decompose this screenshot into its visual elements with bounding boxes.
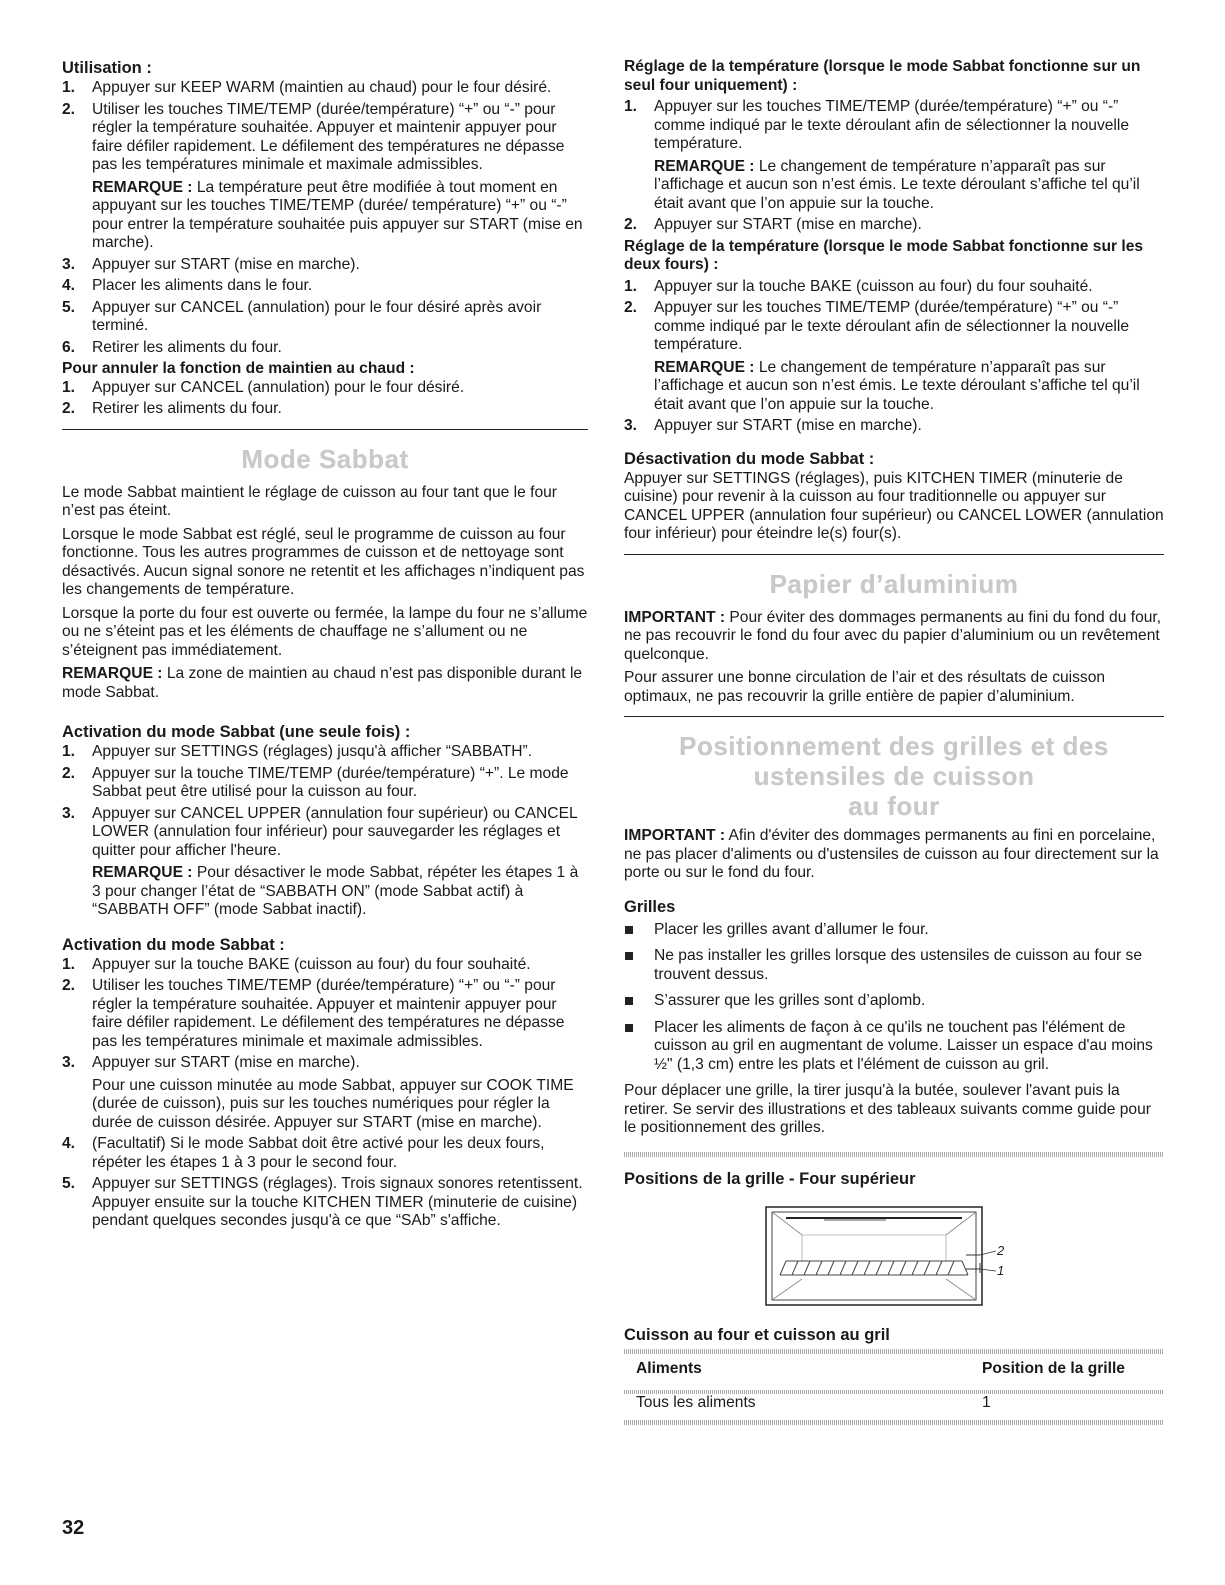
table-cell: 1 <box>982 1393 991 1411</box>
step-text: Retirer les aliments du four. <box>92 400 282 417</box>
reglage-one-steps <box>624 98 1164 235</box>
position-title-line-2: au four <box>848 791 940 821</box>
rack-position-table <box>624 1356 1164 1418</box>
sabbat-paragraph: Le mode Sabbat maintient le réglage de cuisson au four tant que le four n’est pas éteint. <box>62 483 557 519</box>
step-extra: Pour une cuisson minutée au mode Sabbat, appuyer sur COOK TIME (durée de cuisson), puis sur les touches numériques pour régler la durée de cuisson désirée. Appuyer sur START (mise en marche). <box>92 1076 574 1131</box>
important-label: IMPORTANT : <box>624 827 726 844</box>
dotted-divider <box>624 1152 1164 1157</box>
list-item <box>62 1175 588 1231</box>
square-bullet-icon <box>625 926 633 934</box>
activation-steps <box>62 956 588 1231</box>
step-number: 1. <box>624 98 638 115</box>
list-item-text: S’assurer que les grilles sont d’aplomb. <box>654 992 926 1009</box>
note <box>92 179 588 253</box>
list-item <box>62 299 588 336</box>
annuler-heading: Pour annuler la fonction de maintien au chaud : <box>62 360 415 377</box>
grilles-paragraph: Pour déplacer une grille, la tirer jusqu'à la butée, soulever l'avant puis la retirer. Se servir des illustrations et des tableaux suivants comme guide pour le positionnement des grilles. <box>624 1082 1151 1136</box>
annuler-steps <box>62 379 588 419</box>
list-item <box>62 400 588 419</box>
list-item <box>62 277 588 296</box>
note-label: REMARQUE : <box>62 665 163 682</box>
rack-position-label-2: 2 <box>997 1242 1005 1258</box>
sabbat-section-title: Mode Sabbat <box>241 443 409 474</box>
note-text: Le changement de température n’apparaît pas sur l’affichage et aucun son n’est émis. Le texte déroulant s’affiche tel qu’il était avant que l’on appuie sur la touche. <box>654 358 1140 413</box>
list-item <box>624 1019 1164 1075</box>
position-section-title <box>624 731 1164 821</box>
step-text: Appuyer sur START (mise en marche). <box>654 216 922 233</box>
step-text: Appuyer sur les touches TIME/TEMP (durée/température) “+” ou “-” comme indiqué par le texte déroulant afin de sélectionner la nouvelle température. <box>654 299 1130 353</box>
list-item <box>62 379 588 398</box>
step-number: 5. <box>62 298 76 316</box>
reglage-two-steps <box>624 278 1164 436</box>
note-text: Pour désactiver le mode Sabbat, répéter les étapes 1 à 3 pour changer l’état de “SABBATH ON” (mode Sabbat actif) à “SABBATH OFF” (mode Sabbat inactif). <box>92 864 579 918</box>
list-item <box>62 1135 588 1172</box>
utilisation-steps <box>62 79 588 357</box>
list-item-text: Placer les grilles avant d’allumer le four. <box>654 920 929 938</box>
step-text: Appuyer sur START (mise en marche). <box>92 1054 360 1071</box>
important-text: Afin d'éviter des dommages permanents au fini en porcelaine, ne pas placer d'aliments ou d'ustensiles de cuisson au four directement sur la porte ou sur le fond du four. <box>624 827 1159 881</box>
list-item <box>62 256 588 275</box>
step-number: 6. <box>62 338 76 356</box>
important-label: IMPORTANT : <box>624 608 726 626</box>
square-bullet-icon <box>625 1024 633 1032</box>
step-text: (Facultatif) Si le mode Sabbat doit être activé pour les deux fours, répéter les étapes 1 à 3 pour le second four. <box>92 1135 545 1171</box>
left-column <box>62 58 588 1234</box>
dotted-divider <box>624 1420 1164 1425</box>
note-text: La zone de maintien au chaud n’est pas disponible durant le mode Sabbat. <box>62 665 583 701</box>
step-number: 2. <box>624 216 638 233</box>
dotted-divider <box>624 1349 1164 1354</box>
cuisson-heading: Cuisson au four et cuisson au gril <box>624 1325 890 1344</box>
position-title-line-1: Positionnement des grilles et des ustensiles de cuisson <box>679 731 1109 791</box>
position-important <box>624 827 1164 883</box>
step-text: Placer les aliments dans le four. <box>92 277 313 294</box>
divider <box>624 716 1164 717</box>
table-header-aliments: Aliments <box>636 1359 702 1377</box>
list-item <box>62 743 588 762</box>
step-number: 3. <box>62 804 76 822</box>
activation-once-heading: Activation du mode Sabbat (une seule fois) : <box>62 723 411 741</box>
note-text: Le changement de température n’apparaît pas sur l’affichage et aucun son n’est émis. Le texte déroulant s’affiche tel qu’il était avant que l’on appuie sur la touche. <box>654 157 1140 212</box>
table-cell: Tous les aliments <box>636 1393 756 1411</box>
step-text: Appuyer sur la touche BAKE (cuisson au four) du four souhaité. <box>92 955 531 973</box>
rack-position-label-1: 1 <box>997 1262 1005 1278</box>
step-text: Retirer les aliments du four. <box>92 338 282 356</box>
list-item-text: Placer les aliments de façon à ce qu'ils ne touchent pas l'élément de cuisson au gril en augmentant de volume. Laisser un espace d'au moins ½" (1,3 cm) entre les plats et l'élément de cuisson au gril. <box>654 1018 1153 1073</box>
list-item <box>62 339 588 358</box>
step-number: 1. <box>62 955 76 973</box>
papier-section-title: Papier d’aluminium <box>769 568 1019 599</box>
note <box>654 158 1164 214</box>
table-row <box>624 1386 1164 1418</box>
step-number: 2. <box>62 977 76 994</box>
list-item <box>624 299 1164 414</box>
note-text: La température peut être modifiée à tout moment en appuyant sur les touches TIME/TEMP (durée/ température) “+” ou “-” pour entrer la température souhaitée puis appuyer sur START (mise en marche). <box>92 178 583 251</box>
step-number: 2. <box>62 400 76 417</box>
oven-rack <box>780 1261 968 1275</box>
step-number: 1. <box>62 79 76 96</box>
note <box>654 359 1164 415</box>
activation-heading: Activation du mode Sabbat : <box>62 935 285 954</box>
grilles-list <box>624 921 1164 1075</box>
desactivation-text: Appuyer sur SETTINGS (réglages), puis KITCHEN TIMER (minuterie de cuisine) pour revenir à la cuisson au four traditionnelle ou appuyer sur CANCEL UPPER (annulation four supérieur) ou CANCEL LOWER (annulation four inférieur) pour éteindre le(s) four(s). <box>624 469 1164 542</box>
step-text: Appuyer sur SETTINGS (réglages). Trois signaux sonores retentissent. Appuyer ensuite sur la touche KITCHEN TIMER (minuterie de cuisine) pendant quelques secondes jusqu'à ce que “SAb” s'affiche. <box>92 1175 583 1229</box>
utilisation-heading: Utilisation : <box>62 59 152 77</box>
sabbat-paragraph: Lorsque le mode Sabbat est réglé, seul le programme de cuisson au four fonctionne. Tous les autres programmes de cuisson et de nettoyage sont désactivés. Aucun signal sonore ne retentit et les affichages n’indiquent pas les changements de température. <box>62 525 585 598</box>
step-text: Appuyer sur la touche BAKE (cuisson au four) du four souhaité. <box>654 277 1093 295</box>
step-number: 1. <box>624 277 638 295</box>
list-item <box>62 1054 588 1132</box>
reglage-one-heading: Réglage de la température (lorsque le mode Sabbat fonctionne sur un seul four uniquement) : <box>624 58 1141 94</box>
list-item <box>624 417 1164 436</box>
table-header-row <box>624 1356 1164 1386</box>
list-item <box>624 278 1164 297</box>
divider <box>62 429 588 430</box>
step-text: Utiliser les touches TIME/TEMP (durée/température) “+” ou “-” pour régler la température souhaitée. Appuyer et maintenir appuyer pour faire défiler rapidement. Le défilement des températures ne dépasse pas les températures minimale et maximale admissibles. <box>92 100 565 173</box>
step-number: 1. <box>62 743 76 760</box>
papier-important <box>624 609 1164 665</box>
activation-once-steps <box>62 743 588 920</box>
note <box>92 864 588 920</box>
papier-paragraph: Pour assurer une bonne circulation de l’air et des résultats de cuisson optimaux, ne pas recouvrir la grille entière de papier d’aluminium. <box>624 669 1106 705</box>
square-bullet-icon <box>625 997 633 1005</box>
step-number: 3. <box>62 255 76 273</box>
list-item <box>624 921 1164 940</box>
step-text: Utiliser les touches TIME/TEMP (durée/température) “+” ou “-” pour régler la température souhaitée. Appuyer et maintenir appuyer pour faire défiler rapidement. Le défilement des températures ne dépasse pas les températures minimale et maximale admissibles. <box>92 977 565 1050</box>
oven-cavity <box>772 1212 976 1300</box>
note-label: REMARQUE : <box>92 178 193 196</box>
important-text: Pour éviter des dommages permanents au fini du fond du four, ne pas recouvrir le fond du four avec du papier d’aluminium ou un revêtement quelconque. <box>624 608 1162 663</box>
step-text: Appuyer sur START (mise en marche). <box>654 417 922 434</box>
step-number: 4. <box>62 1135 76 1152</box>
step-text: Appuyer sur la touche TIME/TEMP (durée/température) “+”. Le mode Sabbat peut être utilisé pour la cuisson au four. <box>92 764 569 800</box>
note-label: REMARQUE : <box>654 157 755 175</box>
right-column <box>624 58 1164 1425</box>
list-item <box>624 98 1164 213</box>
step-text: Appuyer sur CANCEL (annulation) pour le four désiré après avoir terminé. <box>92 298 542 334</box>
page-number: 32 <box>62 1517 85 1539</box>
positions-heading: Positions de la grille - Four supérieur <box>624 1169 916 1188</box>
step-number: 1. <box>62 378 76 396</box>
note-label: REMARQUE : <box>654 358 755 376</box>
step-number: 3. <box>624 417 638 434</box>
sabbat-note <box>62 665 588 702</box>
step-text: Appuyer sur CANCEL (annulation) pour le four désiré. <box>92 378 465 396</box>
step-text: Appuyer sur KEEP WARM (maintien au chaud) pour le four désiré. <box>92 79 552 96</box>
step-number: 4. <box>62 277 76 294</box>
step-number: 5. <box>62 1175 76 1192</box>
step-text: Appuyer sur les touches TIME/TEMP (durée/température) “+” ou “-” comme indiqué par le texte déroulant afin de sélectionner la nouvelle température. <box>654 98 1130 152</box>
list-item <box>62 101 588 253</box>
table-header-position: Position de la grille <box>982 1359 1125 1377</box>
square-bullet-icon <box>625 952 633 960</box>
list-item <box>624 947 1164 984</box>
step-text: Appuyer sur START (mise en marche). <box>92 255 360 273</box>
reglage-two-heading: Réglage de la température (lorsque le mode Sabbat fonctionne sur les deux fours) : <box>624 237 1144 273</box>
step-number: 2. <box>624 299 638 316</box>
desactivation-heading: Désactivation du mode Sabbat : <box>624 449 875 468</box>
step-text: Appuyer sur CANCEL UPPER (annulation four supérieur) ou CANCEL LOWER (annulation four inférieur) pour sauvegarder les réglages et quitter pour afficher l'heure. <box>92 804 578 859</box>
divider <box>624 554 1164 555</box>
note-label: REMARQUE : <box>92 864 193 881</box>
step-number: 3. <box>62 1054 76 1071</box>
list-item <box>62 805 588 920</box>
list-item <box>62 765 588 802</box>
list-item <box>62 79 588 98</box>
sabbat-paragraph: Lorsque la porte du four est ouverte ou fermée, la lampe du four ne s’allume ou ne s’éteint pas et les éléments de chauffage ne s’allument ou ne s’éteignent pas immédiatement. <box>62 604 588 659</box>
list-item <box>624 216 1164 235</box>
step-number: 2. <box>62 764 76 782</box>
oven-outline <box>766 1207 982 1305</box>
list-item <box>62 956 588 975</box>
list-item <box>624 992 1164 1011</box>
grilles-heading: Grilles <box>624 897 676 916</box>
step-text: Appuyer sur SETTINGS (réglages) jusqu'à afficher “SABBATH”. <box>92 743 533 760</box>
list-item <box>62 977 588 1051</box>
list-item-text: Ne pas installer les grilles lorsque des ustensiles de cuisson au four se trouvent dessus. <box>654 947 1142 983</box>
step-number: 2. <box>62 100 76 118</box>
oven-rack-diagram <box>764 1203 1024 1315</box>
